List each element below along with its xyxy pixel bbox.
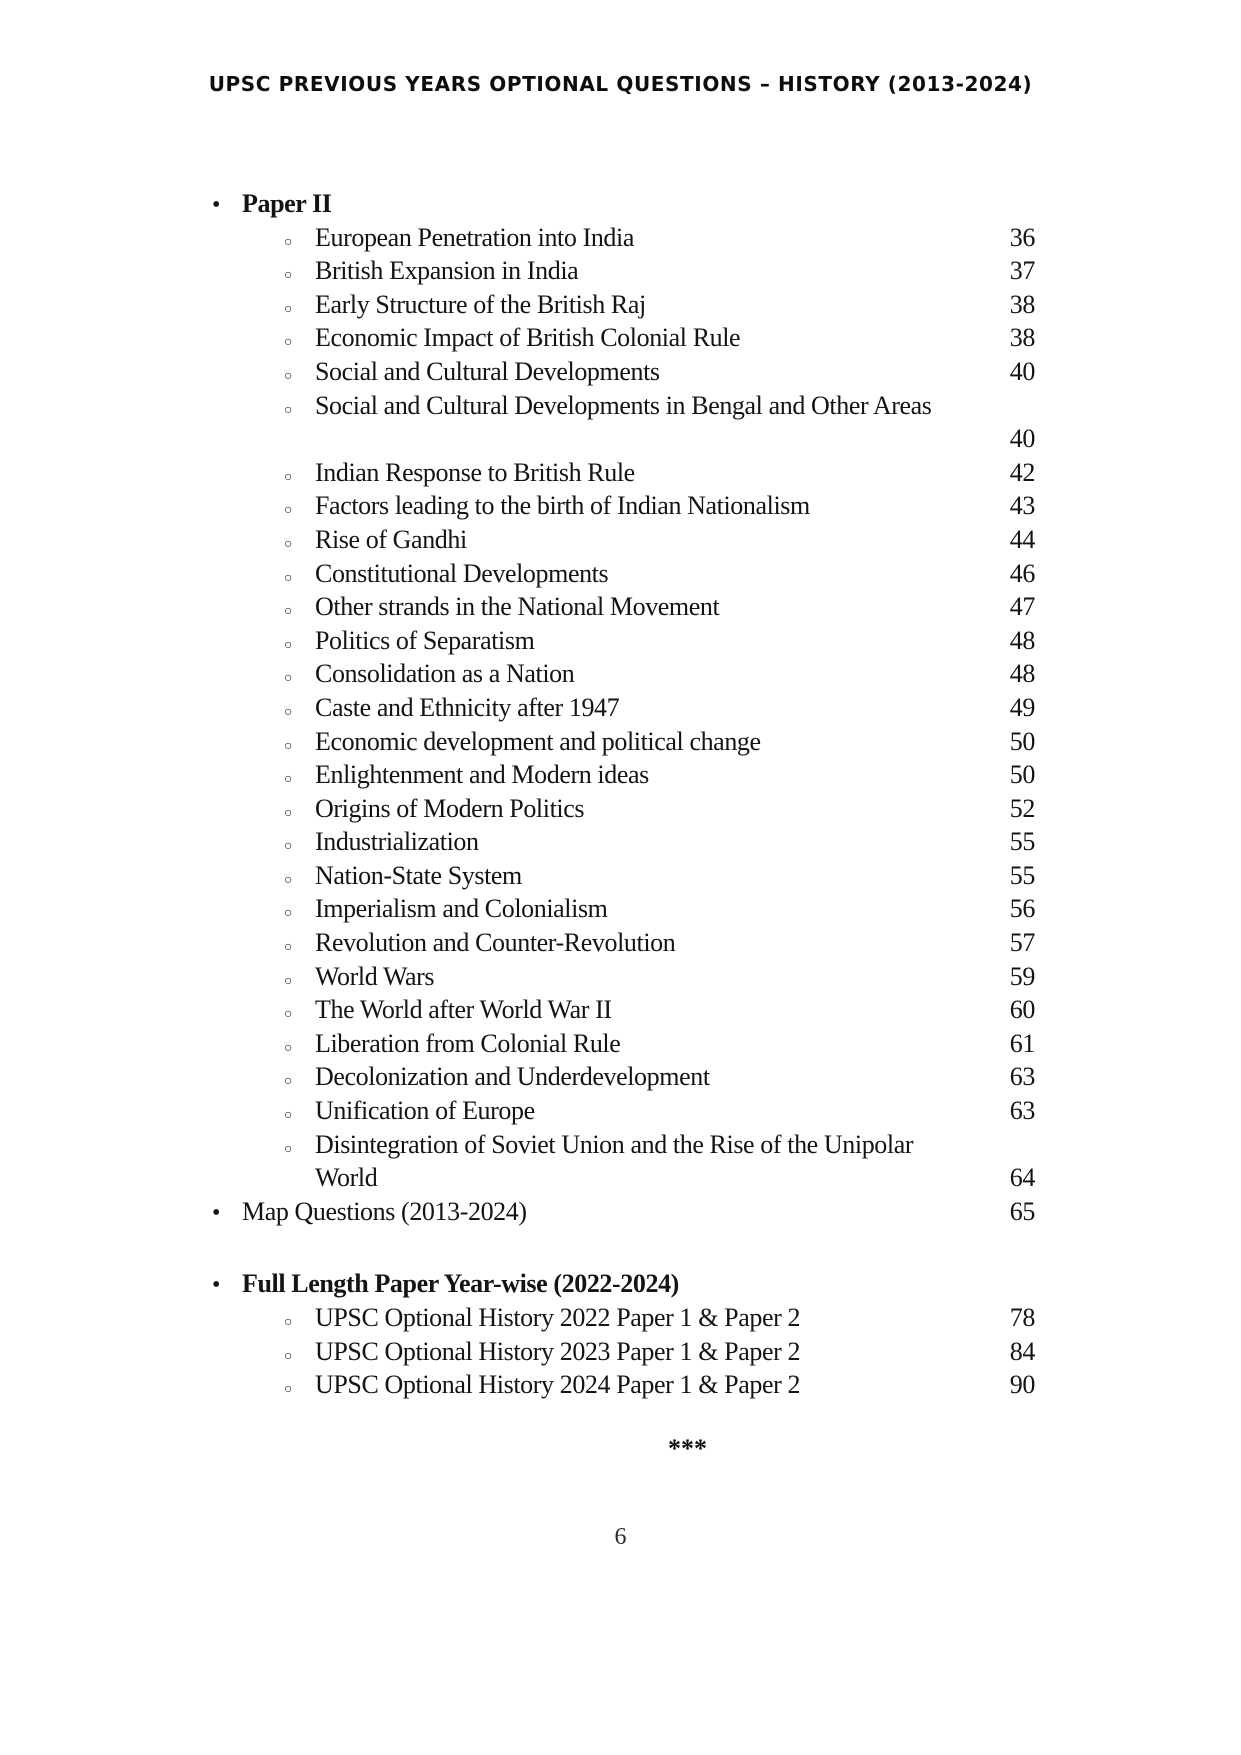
circle-icon: ○ bbox=[284, 335, 293, 351]
entry-label: UPSC Optional History 2022 Paper 1 & Paper 2 bbox=[315, 1303, 801, 1332]
entry-page-number: 55 bbox=[1009, 827, 1035, 857]
circle-icon: ○ bbox=[284, 637, 293, 653]
circle-icon: ○ bbox=[284, 536, 293, 552]
entry-page-number: 49 bbox=[1009, 692, 1035, 722]
circle-icon: ○ bbox=[284, 1141, 293, 1157]
toc-entry bbox=[0, 725, 1035, 759]
entry-label: Factors leading to the birth of Indian Nationalism bbox=[315, 491, 810, 521]
entry-label: World Wars bbox=[315, 961, 435, 991]
bullet-icon: • bbox=[212, 1272, 221, 1299]
circle-icon: ○ bbox=[284, 872, 293, 888]
toc-entry bbox=[0, 1128, 1035, 1162]
toc-entry bbox=[0, 691, 1035, 725]
entry-label: Imperialism and Colonialism bbox=[315, 894, 608, 924]
circle-icon: ○ bbox=[284, 940, 293, 956]
toc-entry bbox=[0, 1094, 1035, 1128]
circle-icon: ○ bbox=[284, 704, 293, 720]
entry-page-number: 40 bbox=[1009, 356, 1035, 386]
toc-entry bbox=[0, 389, 1035, 423]
entry-page-number: 47 bbox=[1009, 592, 1035, 622]
entry-page-number: 48 bbox=[1009, 659, 1035, 689]
entry-page-number: 46 bbox=[1009, 558, 1035, 588]
toc-entry bbox=[0, 926, 1035, 960]
toc-entry bbox=[0, 557, 1035, 591]
entry-label: Early Structure of the British Raj bbox=[315, 289, 646, 319]
toc-entry bbox=[0, 859, 1035, 893]
circle-icon: ○ bbox=[284, 973, 293, 989]
entry-page-number: 63 bbox=[1009, 1096, 1035, 1126]
circle-icon: ○ bbox=[284, 469, 293, 485]
circle-icon: ○ bbox=[284, 1074, 293, 1090]
entry-label: Indian Response to British Rule bbox=[315, 457, 635, 487]
toc-entry bbox=[0, 221, 1035, 255]
entry-page-number: 48 bbox=[1009, 625, 1035, 655]
entry-page-number: 65 bbox=[1009, 1196, 1035, 1226]
circle-icon: ○ bbox=[284, 839, 293, 855]
circle-icon: ○ bbox=[284, 368, 293, 384]
entry-label: Economic development and political change bbox=[315, 726, 761, 756]
toc-entry-continuation bbox=[0, 422, 1035, 456]
section-title-label: Full Length Paper Year-wise (2022-2024) bbox=[242, 1269, 679, 1299]
entry-page-number: 37 bbox=[1009, 256, 1035, 286]
toc-entry bbox=[0, 825, 1035, 859]
entry-page-number: 64 bbox=[1009, 1163, 1035, 1193]
bullet-icon: • bbox=[212, 192, 221, 218]
toc-section-title bbox=[0, 187, 1035, 221]
entry-label-continuation: World bbox=[315, 1163, 378, 1193]
entry-label: Consolidation as a Nation bbox=[315, 659, 575, 689]
entry-label: Decolonization and Underdevelopment bbox=[315, 1062, 710, 1092]
entry-label: Revolution and Counter-Revolution bbox=[315, 928, 676, 958]
entry-page-number: 38 bbox=[1009, 289, 1035, 319]
entry-label: Constitutional Developments bbox=[315, 558, 609, 588]
entry-label: Enlightenment and Modern ideas bbox=[315, 760, 649, 790]
toc-entry bbox=[0, 1060, 1035, 1094]
toc-entry bbox=[0, 758, 1035, 792]
toc-entry bbox=[0, 1368, 1035, 1402]
entry-label: Nation-State System bbox=[315, 860, 522, 890]
entry-page-number: 61 bbox=[1009, 1028, 1035, 1058]
toc-entry bbox=[0, 355, 1035, 389]
toc-entry bbox=[0, 1027, 1035, 1061]
toc-entry bbox=[0, 254, 1035, 288]
entry-page-number: 59 bbox=[1009, 961, 1035, 991]
toc-section-title bbox=[0, 1195, 1035, 1229]
toc-entry bbox=[0, 489, 1035, 523]
circle-icon: ○ bbox=[284, 1315, 293, 1330]
entry-page-number: 38 bbox=[1009, 323, 1035, 353]
toc-section-title bbox=[0, 1267, 1035, 1301]
entry-label: European Penetration into India bbox=[315, 222, 634, 252]
toc-entry bbox=[0, 792, 1035, 826]
entry-page-number: 56 bbox=[1009, 894, 1035, 924]
entry-page-number: 78 bbox=[1009, 1303, 1035, 1332]
entry-page-number: 42 bbox=[1009, 457, 1035, 487]
entry-label: Rise of Gandhi bbox=[315, 524, 467, 554]
entry-page-number: 50 bbox=[1009, 726, 1035, 756]
entry-label: UPSC Optional History 2024 Paper 1 & Paper 2 bbox=[315, 1370, 801, 1400]
entry-label: Economic Impact of British Colonial Rule bbox=[315, 323, 741, 353]
entry-page-number: 44 bbox=[1009, 524, 1035, 554]
entry-page-number: 52 bbox=[1009, 793, 1035, 823]
toc-entry-continuation bbox=[0, 1161, 1035, 1195]
circle-icon: ○ bbox=[284, 503, 293, 519]
entry-label: Social and Cultural Developments bbox=[315, 356, 660, 386]
bullet-icon: • bbox=[212, 1199, 221, 1226]
circle-icon: ○ bbox=[284, 1007, 293, 1023]
circle-icon: ○ bbox=[284, 671, 293, 687]
entry-label: Liberation from Colonial Rule bbox=[315, 1028, 621, 1058]
toc-entry bbox=[0, 993, 1035, 1027]
entry-label: UPSC Optional History 2023 Paper 1 & Paper 2 bbox=[315, 1336, 801, 1366]
entry-label: Social and Cultural Developments in Bengal and Other Areas bbox=[315, 390, 932, 420]
circle-icon: ○ bbox=[284, 234, 293, 250]
toc-entry bbox=[0, 288, 1035, 322]
circle-icon: ○ bbox=[284, 570, 293, 586]
toc-entry bbox=[0, 456, 1035, 490]
circle-icon: ○ bbox=[284, 1348, 293, 1364]
section-title-label: Paper II bbox=[242, 189, 332, 218]
entry-label: British Expansion in India bbox=[315, 256, 579, 286]
entry-label: Disintegration of Soviet Union and the Rise of the Unipolar bbox=[315, 1129, 914, 1159]
circle-icon: ○ bbox=[284, 1108, 293, 1124]
toc-entry bbox=[0, 624, 1035, 658]
entry-label: Politics of Separatism bbox=[315, 625, 535, 655]
page-number-footer: 6 bbox=[614, 1524, 627, 1551]
circle-icon: ○ bbox=[284, 1382, 293, 1398]
toc-entry bbox=[0, 590, 1035, 624]
circle-icon: ○ bbox=[284, 906, 293, 922]
entry-page-number: 40 bbox=[1009, 424, 1035, 454]
circle-icon: ○ bbox=[284, 772, 293, 788]
circle-icon: ○ bbox=[284, 402, 293, 418]
toc-entry bbox=[0, 960, 1035, 994]
toc-entry bbox=[0, 892, 1035, 926]
entry-page-number: 57 bbox=[1009, 928, 1035, 958]
table-of-contents bbox=[0, 187, 1035, 1402]
entry-page-number: 36 bbox=[1009, 222, 1035, 252]
circle-icon: ○ bbox=[284, 738, 293, 754]
entry-page-number: 63 bbox=[1009, 1062, 1035, 1092]
toc-entry bbox=[0, 1335, 1035, 1369]
circle-icon: ○ bbox=[284, 301, 293, 317]
entry-label: Origins of Modern Politics bbox=[315, 793, 585, 823]
toc-entry bbox=[0, 1301, 1035, 1335]
toc-entry bbox=[0, 523, 1035, 557]
entry-label: The World after World War II bbox=[315, 995, 612, 1025]
entry-page-number: 43 bbox=[1009, 491, 1035, 521]
entry-label: Unification of Europe bbox=[315, 1096, 535, 1126]
circle-icon: ○ bbox=[284, 805, 293, 821]
entry-page-number: 84 bbox=[1009, 1336, 1035, 1366]
toc-entry bbox=[0, 321, 1035, 355]
entry-label: Other strands in the National Movement bbox=[315, 592, 720, 622]
entry-page-number: 60 bbox=[1009, 995, 1035, 1025]
entry-label: Industrialization bbox=[315, 827, 479, 857]
circle-icon: ○ bbox=[284, 1040, 293, 1056]
document-title: UPSC PREVIOUS YEARS OPTIONAL QUESTIONS – HISTORY (2013-2024) bbox=[208, 72, 1033, 96]
toc-entry bbox=[0, 657, 1035, 691]
circle-icon: ○ bbox=[284, 604, 293, 620]
entry-page-number: 55 bbox=[1009, 860, 1035, 890]
circle-icon: ○ bbox=[284, 268, 293, 284]
entry-page-number: 90 bbox=[1009, 1370, 1035, 1400]
section-title-label: Map Questions (2013-2024) bbox=[242, 1196, 527, 1226]
entry-page-number: 50 bbox=[1009, 760, 1035, 790]
end-marker: *** bbox=[668, 1433, 707, 1463]
entry-label: Caste and Ethnicity after 1947 bbox=[315, 692, 620, 722]
